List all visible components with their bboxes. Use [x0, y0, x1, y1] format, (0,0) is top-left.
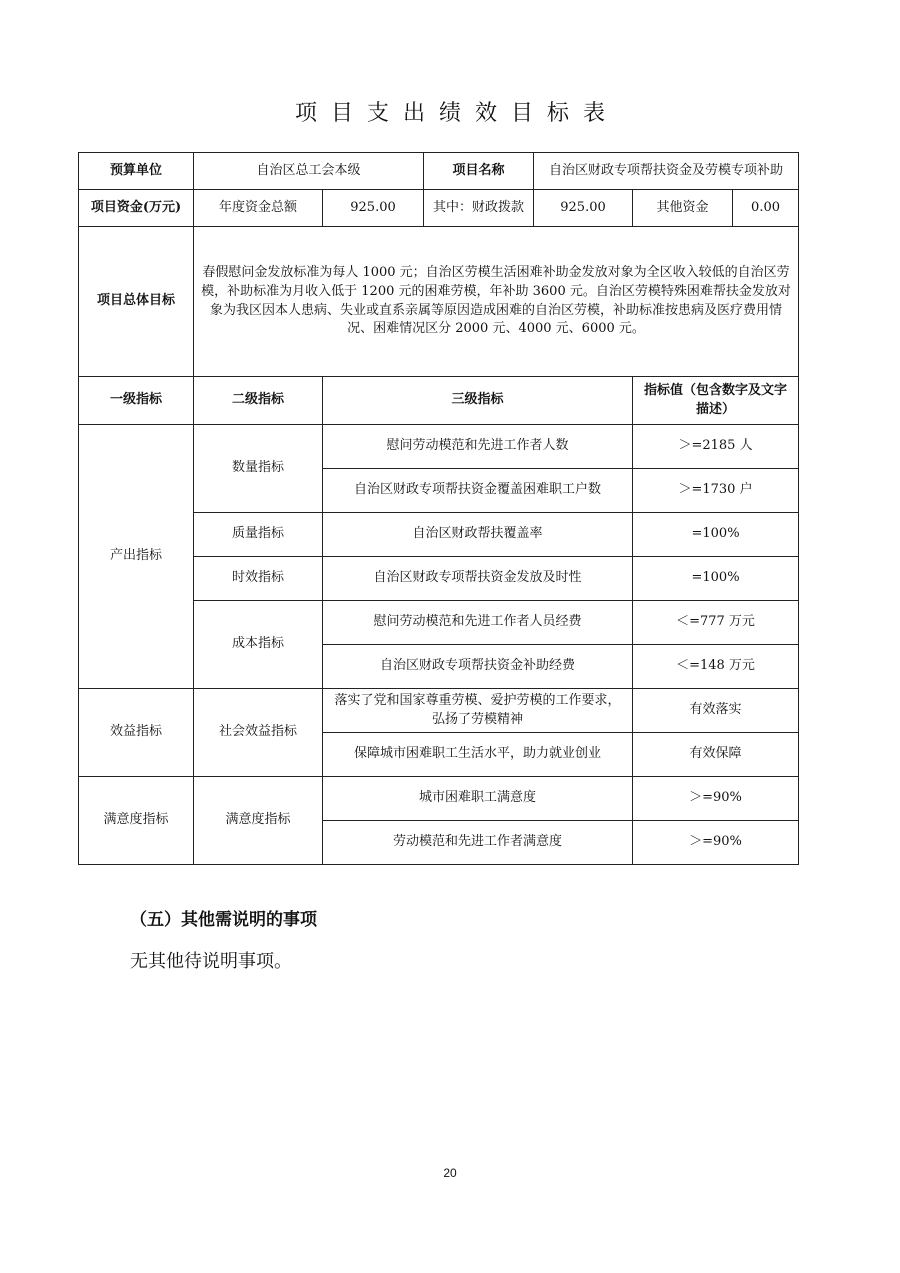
indicator-level2: 质量指标 [194, 513, 323, 557]
fiscal-value: 925.00 [534, 190, 633, 227]
project-name-label: 项目名称 [424, 153, 534, 190]
indicator-level3: 自治区财政专项帮扶资金发放及时性 [323, 557, 633, 601]
indicator-value: 有效保障 [633, 733, 799, 777]
fiscal-label: 其中：财政拨款 [424, 190, 534, 227]
indicator-value: =100% [633, 557, 799, 601]
table-row [79, 689, 799, 733]
indicator-value: ＞=2185 人 [633, 425, 799, 469]
budget-unit-label: 预算单位 [79, 153, 194, 190]
other-funds-value: 0.00 [733, 190, 799, 227]
table-row [79, 425, 799, 469]
indicator-value: 有效落实 [633, 689, 799, 733]
indicator-level3: 落实了党和国家尊重劳模、爱护劳模的工作要求，弘扬了劳模精神 [323, 689, 633, 733]
project-name-value: 自治区财政专项帮扶资金及劳模专项补助 [534, 153, 799, 190]
indicator-level3: 自治区财政专项帮扶资金覆盖困难职工户数 [323, 469, 633, 513]
indicator-level3: 自治区财政专项帮扶资金补助经费 [323, 645, 633, 689]
indicator-level1: 效益指标 [79, 689, 194, 777]
indicator-level3: 自治区财政帮扶覆盖率 [323, 513, 633, 557]
performance-table [78, 152, 799, 865]
indicator-level2: 社会效益指标 [194, 689, 323, 777]
indicator-level3: 城市困难职工满意度 [323, 777, 633, 821]
annual-total-label: 年度资金总额 [194, 190, 323, 227]
other-funds-label: 其他资金 [633, 190, 733, 227]
indicator-value: ＞=90% [633, 777, 799, 821]
indicator-value: ＜=777 万元 [633, 601, 799, 645]
table-row [79, 777, 799, 821]
indicator-level1: 满意度指标 [79, 777, 194, 865]
indicator-level3: 慰问劳动模范和先进工作者人员经费 [323, 601, 633, 645]
budget-unit-value: 自治区总工会本级 [194, 153, 424, 190]
indicator-level2: 时效指标 [194, 557, 323, 601]
indicator-level3: 保障城市困难职工生活水平，助力就业创业 [323, 733, 633, 777]
indicator-value: ＜=148 万元 [633, 645, 799, 689]
page-number: 20 [443, 1166, 457, 1180]
indicator-level3: 劳动模范和先进工作者满意度 [323, 821, 633, 865]
indicator-level2: 满意度指标 [194, 777, 323, 865]
overall-goal-label: 项目总体目标 [79, 227, 194, 377]
section-body: 无其他待说明事项。 [130, 951, 292, 972]
indicator-level1: 产出指标 [79, 425, 194, 689]
indicator-value: ＞=90% [633, 821, 799, 865]
section-heading: （五）其他需说明的事项 [130, 910, 317, 930]
funds-label: 项目资金(万元) [79, 190, 194, 227]
indicator-level2: 数量指标 [194, 425, 323, 513]
page-title: 项目支出绩效目标表 [294, 101, 619, 126]
indicator-level3: 慰问劳动模范和先进工作者人数 [323, 425, 633, 469]
header-level1: 一级指标 [79, 377, 194, 425]
overall-goal-text: 春假慰问金发放标准为每人 1000 元；自治区劳模生活困难补助金发放对象为全区收入较低的自治区劳模，补助标准为月收入低于 1200 元的困难劳模，年补助 3600 元。自治区劳模特殊困难帮扶金发放对象为我区因本人患病、失业或直系亲属等原因造成困难的自治区劳模，补助标准按患病及医疗费用情况、困难情况区分 2000 元、4000 元、6000 元。 [194, 227, 799, 377]
header-indicator-value: 指标值（包含数字及文字描述） [633, 377, 799, 425]
header-level2: 二级指标 [194, 377, 323, 425]
annual-total-value: 925.00 [323, 190, 424, 227]
indicator-value: ＞=1730 户 [633, 469, 799, 513]
indicator-value: =100% [633, 513, 799, 557]
indicator-level2: 成本指标 [194, 601, 323, 689]
header-level3: 三级指标 [323, 377, 633, 425]
